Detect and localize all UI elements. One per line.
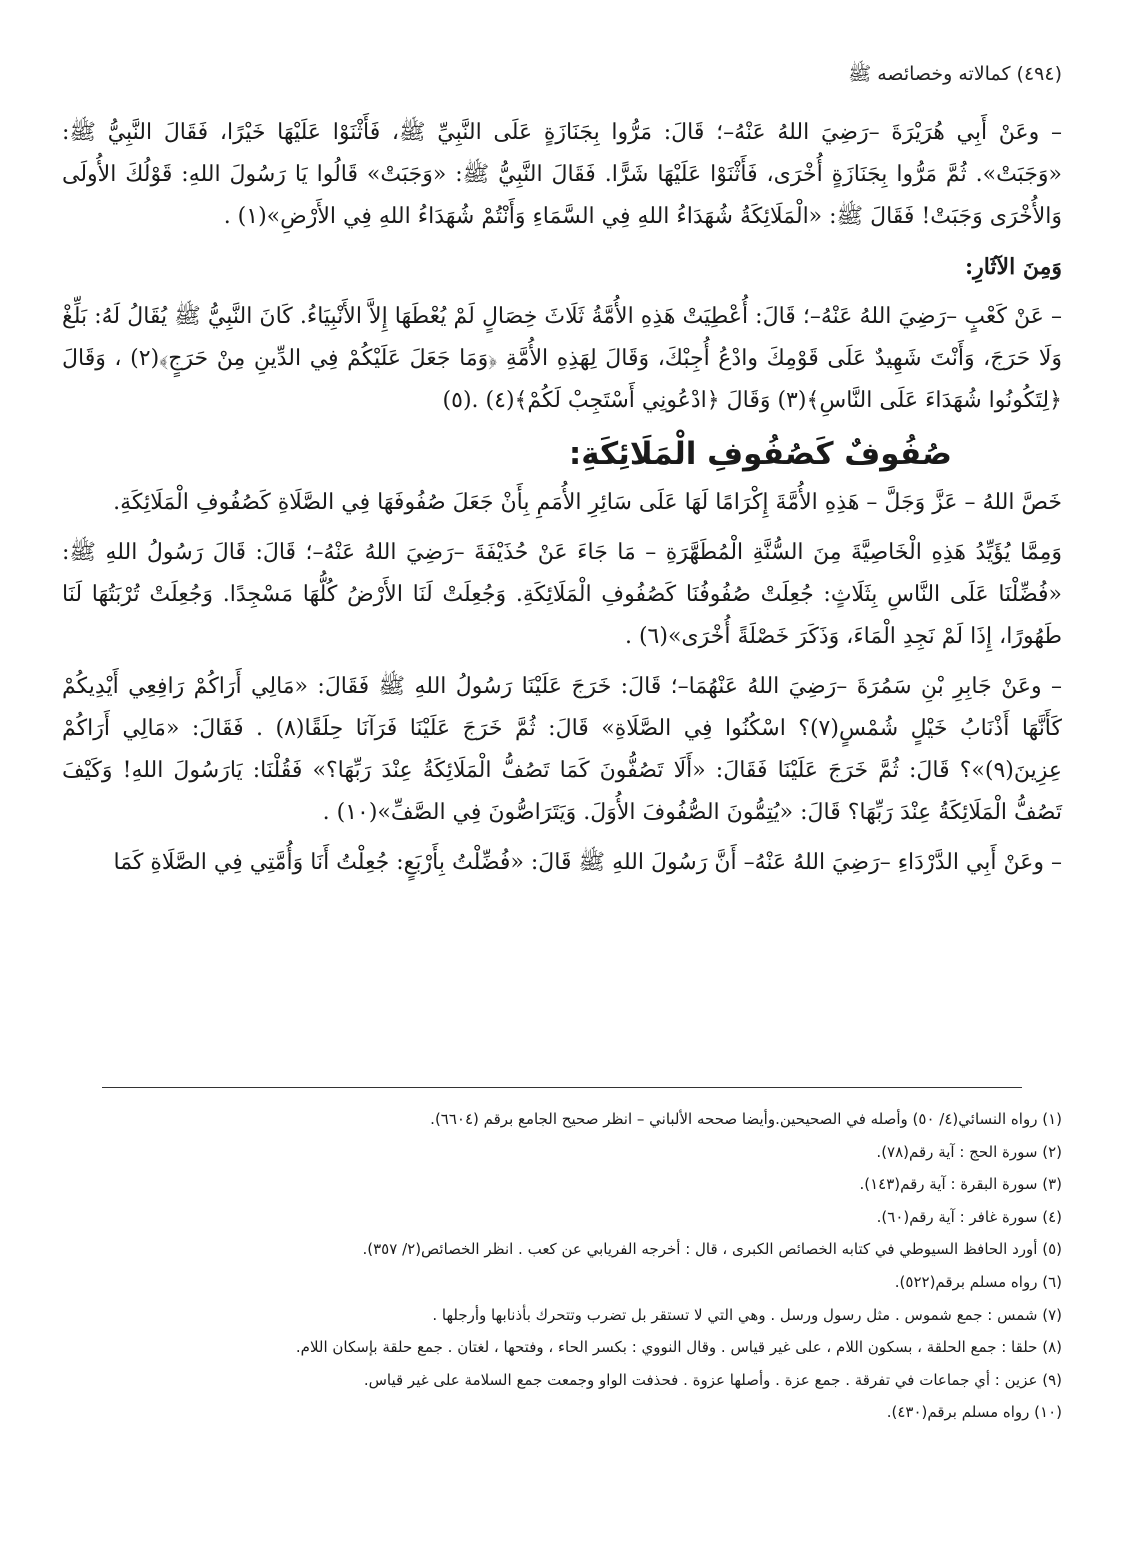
section-title: صُفُوفٌ كَصُفُوفِ الْمَلَائِكَةِ: (568, 436, 952, 472)
footnote: (١٠) رواه مسلم برقم(٤٣٠). (886, 1403, 1062, 1422)
footnote: (٤) سورة غافر : آية رقم(٦٠). (876, 1207, 1062, 1226)
hadith-abu-darda-paragraph: – وعَنْ أَبِي الدَّرْدَاءِ –رَضِيَ اللهُ عَنْهُ– أَنَّ رَسُولَ اللهِ ﷺ قَالَ: «فُضِّلْتُ بِأَرْبَعٍ: جُعِلْتُ أَنَا وَأُمَّتِي فِي الصَّلَاةِ كَمَا (113, 850, 1062, 875)
hadith-abu-hurayra-paragraph: – وعَنْ أَبِي هُرَيْرَةَ –رَضِيَ اللهُ عَنْهُ–؛ قَالَ: مَرُّوا بِجَنَازَةٍ عَلَى النَّبِيِّ ﷺ، فَأَثْنَوْا عَلَيْهَا خَيْرًا، فَقَالَ النَّبِيُّ ﷺ: «وَجَبَتْ». ثُمَّ مَرُّوا بِجَنَازَةٍ أُخْرَى، فَأَثْنَوْا عَلَيْهَا شَرًّا. فَقَالَ النَّبِيُّ ﷺ: «وَجَبَتْ» قَالُوا يَا رَسُولَ اللهِ: قَوْلُكَ الأُولَى وَالأُخْرَى وَجَبَتْ! فَقَالَ ﷺ: «الْمَلَائِكَةُ شُهَدَاءُ اللهِ فِي السَّمَاءِ وَأَنْتُمْ شُهَدَاءُ اللهِ فِي الأَرْضِ»(١) . (62, 120, 1062, 229)
footnote-separator (102, 1087, 1022, 1088)
intro-paragraph: خَصَّ اللهُ – عَزَّ وَجَلَّ – هَذِهِ الأُمَّةَ إِكْرَامًا لَهَا عَلَى سَائِرِ الأُمَمِ بِأَنْ جَعَلَ صُفُوفَهَا فِي الصَّلَاةِ كَصُفُوفِ الْمَلَائِكَةِ. (113, 490, 1062, 515)
footnote: (١) رواه النسائي(٤/ ٥٠) وأصله في الصحيحين.وأيضا صححه الألباني – انظر صحيح الجامع برقم (٦٦٠٤). (430, 1110, 1062, 1128)
hadith-jabir-paragraph: – وعَنْ جَابِرِ بْنِ سَمُرَةَ –رَضِيَ اللهُ عَنْهُمَا–؛ قَالَ: خَرَجَ عَلَيْنَا رَسُولُ اللهِ ﷺ فَقَالَ: «مَالِي أَرَاكُمْ رَافِعِي أَيْدِيكُمْ كَأَنَّهَا أَذْنَابُ خَيْلٍ شُمْسٍ(٧)؟ اسْكُنُوا فِي الصَّلَاةِ» قَالَ: ثُمَّ خَرَجَ عَلَيْنَا فَرَآنَا حِلَقًا(٨) . فَقَالَ: «مَالِي أَرَاكُمْ عِزِينَ(٩)»؟ قَالَ: ثُمَّ خَرَجَ عَلَيْنَا فَقَالَ: «أَلَا تَصُفُّونَ كَمَا تَصُفُّ الْمَلَائِكَةُ عِنْدَ رَبِّهَا؟» فَقُلْنَا: يَارَسُولَ اللهِ! وَكَيْفَ تَصُفُّ الْمَلَائِكَةُ عِنْدَ رَبِّهَا؟ قَالَ: «يُتِمُّونَ الصُّفُوفَ الأُوَلَ. وَيَتَرَاصُّونَ فِي الصَّفِّ»(١٠) . (62, 674, 1062, 825)
athar-subheading: وَمِنَ الآثَارِ: (964, 254, 1062, 280)
footnote: (٢) سورة الحج : آية رقم(٧٨). (876, 1142, 1062, 1161)
footnote: (٩) عزين : أي جماعات في تفرقة . جمع عزة . وأصلها عزوة . فحذفت الواو وجمعت جمع السلامة على غير قياس. (363, 1370, 1062, 1389)
hadith-hudhayfa-paragraph: وَمِمَّا يُؤَيِّدُ هَذِهِ الْخَاصِيَّةَ مِنَ السُّنَّةِ الْمُطَهَّرَةِ – مَا جَاءَ عَنْ حُذَيْفَةَ –رَضِيَ اللهُ عَنْهُ–؛ قَالَ: قَالَ رَسُولُ اللهِ ﷺ: «فُضِّلْنَا عَلَى النَّاسِ بِثَلَاثٍ: جُعِلَتْ صُفُوفُنَا كَصُفُوفِ الْمَلَائِكَةِ. وَجُعِلَتْ لَنَا الأَرْضُ كُلُّهَا مَسْجِدًا. وَجُعِلَتْ تُرْبَتُهَا لَنَا طَهُورًا، إِذَا لَمْ نَجِدِ الْمَاءَ، وَذَكَرَ خَصْلَةً أُخْرَى»(٦) . (62, 540, 1062, 649)
footnotes (62, 1103, 1062, 1429)
footnote: (٦) رواه مسلم برقم(٥٢٢). (894, 1272, 1062, 1291)
footnote: (٣) سورة البقرة : آية رقم(١٤٣). (859, 1175, 1062, 1194)
running-header: (٤٩٤) كمالاته وخصائصه ﷺ (848, 63, 1062, 85)
footnote: (٨) حلقا : جمع الحلقة ، بسكون اللام ، على غير قياس . وقال النووي : بكسر الحاء ، وفتحها ، لغتان . جمع حلقة بإسكان اللام. (295, 1338, 1062, 1357)
main-text (62, 112, 1062, 892)
footnote: (٧) شمس : جمع شموس . مثل رسول ورسل . وهي التي لا تستقر بل تضرب وتتحرك بأذنابها وأرجلها . (432, 1305, 1062, 1324)
athar-kaab-paragraph: – عَنْ كَعْبٍ –رَضِيَ اللهُ عَنْهُ–؛ قَالَ: أُعْطِيَتْ هَذِهِ الأُمَّةُ ثَلَاثَ خِصَالٍ لَمْ يُعْطَهَا إِلاَّ الأَنْبِيَاءُ. كَانَ النَّبِيُّ ﷺ يُقَالُ لَهُ: بَلِّغْ وَلَا حَرَجَ، وَأَنْتَ شَهِيدٌ عَلَى قَوْمِكَ وادْعُ أُجِبْكَ، وَقَالَ لِهَذِهِ الأُمَّةِ ﴿وَمَا جَعَلَ عَلَيْكُمْ فِي الدِّينِ مِنْ حَرَجٍ﴾(٢) ، وَقَالَ ﴿لِتَكُونُوا شُهَدَاءَ عَلَى النَّاسِ﴾(٣) وَقَالَ ﴿ادْعُونِي أَسْتَجِبْ لَكُمْ﴾(٤) .(٥) (62, 304, 1062, 413)
footnote: (٥) أورد الحافظ السيوطي في كتابه الخصائص الكبرى ، قال : أخرجه الفريابي عن كعب . انظر الخصائص(٢/ ٣٥٧). (362, 1240, 1062, 1259)
